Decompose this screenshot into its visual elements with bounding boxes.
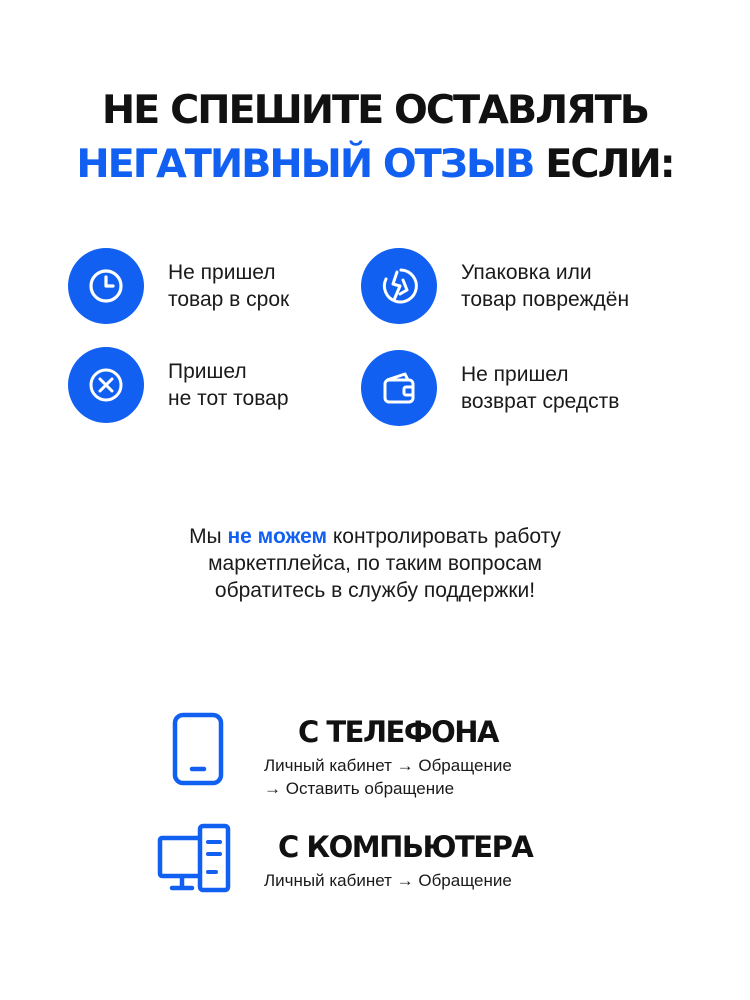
broken-package-icon — [361, 248, 437, 324]
headline-line-2 — [0, 138, 750, 192]
note-line-3: обратитесь в службу поддержки! — [214, 579, 536, 602]
reason-line: Не пришел — [461, 363, 569, 386]
reason-wrong-item — [68, 347, 408, 423]
reason-line: товар повреждён — [461, 288, 630, 311]
reason-no-refund — [361, 350, 701, 426]
headline-line-1: НЕ СПЕШИТЕ ОСТАВЛЯТЬ — [101, 88, 649, 133]
cross-icon — [68, 347, 144, 423]
reason-text — [461, 259, 629, 313]
contact-computer-title: С КОМПЬЮТЕРА — [278, 830, 533, 864]
reason-line: не тот товар — [168, 387, 289, 410]
note-line-2: маркетплейса, по таким вопросам — [208, 552, 542, 575]
contact-computer-path-1: Личный кабинет → Обращение — [264, 871, 512, 890]
note-accent: не можем — [227, 525, 328, 548]
clock-icon — [68, 248, 144, 324]
headline-accent: НЕГАТИВНЫЙ ОТЗЫВ — [76, 142, 534, 187]
reason-line: возврат средств — [461, 390, 620, 413]
reason-late-delivery — [68, 248, 408, 324]
reason-text — [168, 358, 289, 412]
headline — [0, 84, 750, 192]
wallet-icon — [361, 350, 437, 426]
reason-damaged — [361, 248, 701, 324]
computer-icon — [156, 820, 234, 901]
reason-line: Пришел — [168, 360, 247, 383]
note-text: Мы — [189, 525, 228, 548]
support-note — [0, 523, 750, 604]
headline-rest: ЕСЛИ: — [545, 142, 674, 187]
reason-line: Не пришел — [168, 261, 276, 284]
note-text: контролировать работу — [327, 525, 561, 548]
reason-line: товар в срок — [168, 288, 290, 311]
reason-text — [168, 259, 289, 313]
reason-line: Упаковка или — [461, 261, 592, 284]
contact-phone-path-2: → Оставить обращение — [264, 779, 455, 798]
contact-phone — [264, 714, 512, 800]
note-line-1 — [189, 525, 561, 548]
contact-phone-title: С ТЕЛЕФОНА — [298, 715, 498, 749]
reason-text — [461, 361, 619, 415]
contact-phone-path-1: Личный кабинет → Обращение — [264, 756, 512, 775]
contact-computer — [264, 829, 532, 892]
phone-icon — [170, 711, 226, 792]
